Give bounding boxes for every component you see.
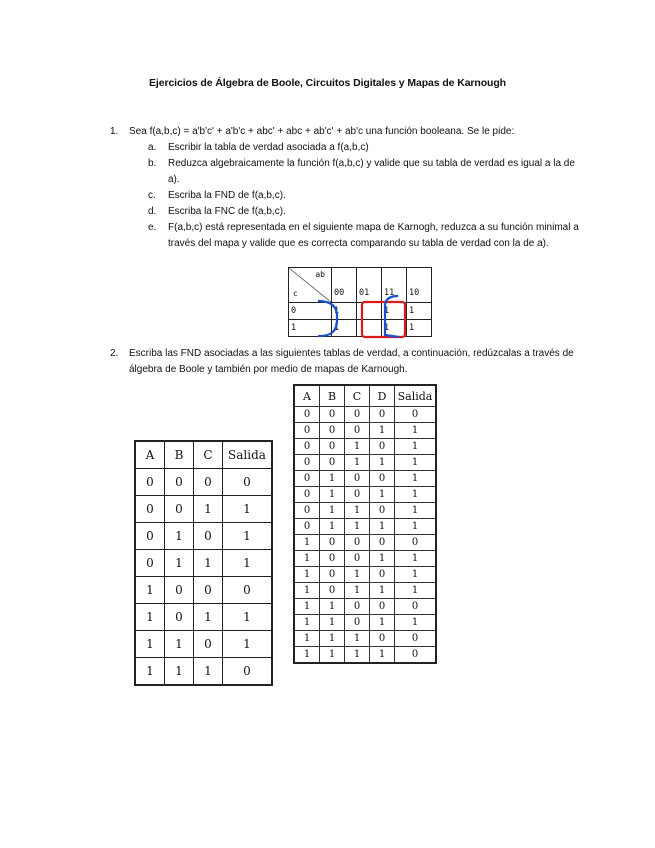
table-cell: 0: [194, 577, 223, 604]
table-cell: 1: [345, 631, 370, 647]
table-header-cell: A: [294, 385, 320, 407]
table-cell: 0: [370, 407, 395, 423]
table-header-cell: Salida: [395, 385, 437, 407]
table-row: [135, 577, 272, 604]
table-cell: 1: [223, 631, 273, 658]
table-cell: 1: [135, 577, 165, 604]
table-cell: 1: [370, 455, 395, 471]
karnaugh-cell: 1: [332, 320, 357, 337]
table-cell: 0: [294, 455, 320, 471]
table-cell: 1: [223, 604, 273, 631]
table-cell: 1: [320, 647, 345, 664]
question-1-item-text: Escriba la FND de f(a,b,c).: [168, 190, 286, 201]
table-cell: 0: [165, 496, 194, 523]
table-row: [294, 647, 436, 664]
table-cell: 1: [395, 583, 437, 599]
table-cell: 0: [223, 577, 273, 604]
question-1-item-label: b.: [148, 158, 157, 169]
table-cell: 0: [165, 577, 194, 604]
table-row: [135, 658, 272, 686]
question-1: [110, 124, 580, 252]
table-cell: 0: [294, 503, 320, 519]
table-cell: 1: [294, 631, 320, 647]
table-cell: 1: [345, 567, 370, 583]
table-cell: 1: [395, 567, 437, 583]
table-cell: 1: [135, 604, 165, 631]
karnaugh-map: [288, 267, 432, 337]
table-cell: 0: [320, 535, 345, 551]
table-cell: 1: [165, 550, 194, 577]
question-1-item-label: d.: [148, 206, 157, 217]
karnaugh-cell: 1: [407, 320, 432, 337]
karnaugh-column-header: 01: [357, 268, 382, 303]
table-cell: 1: [165, 631, 194, 658]
table-header-cell: C: [194, 441, 223, 469]
question-2-number: 2.: [110, 348, 119, 359]
table-cell: 0: [370, 471, 395, 487]
table-cell: 1: [370, 551, 395, 567]
karnaugh-column-header: 00: [332, 268, 357, 303]
question-1-item: [110, 204, 580, 220]
table-row: [294, 407, 436, 423]
table-cell: 1: [345, 439, 370, 455]
table-cell: 1: [370, 615, 395, 631]
table-cell: 0: [370, 567, 395, 583]
table-cell: 1: [320, 519, 345, 535]
karnaugh-cell: 1: [382, 303, 407, 320]
table-row: [135, 604, 272, 631]
table-header-cell: A: [135, 441, 165, 469]
table-cell: 0: [345, 551, 370, 567]
table-cell: 1: [395, 439, 437, 455]
question-1-item-text: F(a,b,c) está representada en el siguiente mapa de Karnogh, reduzca a su función minimal a través del mapa y valide que es correcta comparando su tabla de verdad con la de a).: [168, 222, 579, 249]
table-row: [294, 567, 436, 583]
table-row: [294, 599, 436, 615]
table-row: [294, 439, 436, 455]
table-cell: 1: [294, 583, 320, 599]
table-cell: 0: [345, 615, 370, 631]
table-cell: 1: [370, 519, 395, 535]
table-cell: 1: [395, 455, 437, 471]
question-1-item: [110, 140, 580, 156]
table-row: [294, 551, 436, 567]
table-cell: 1: [320, 487, 345, 503]
table-cell: 0: [395, 647, 437, 664]
table-cell: 1: [294, 615, 320, 631]
table-cell: 1: [194, 604, 223, 631]
table-cell: 1: [320, 503, 345, 519]
table-cell: 0: [370, 631, 395, 647]
karnaugh-corner-ab: ab: [315, 270, 325, 279]
question-1-text: Sea f(a,b,c) = a'b'c' + a'b'c + abc' + abc + ab'c' + ab'c una función booleana. Se le pide:: [129, 126, 515, 137]
table-cell: 1: [370, 647, 395, 664]
table-cell: 0: [194, 523, 223, 550]
table-row: [294, 487, 436, 503]
table-cell: 1: [370, 423, 395, 439]
question-1-item: [110, 188, 580, 204]
table-header-cell: B: [320, 385, 345, 407]
table-cell: 0: [345, 407, 370, 423]
table-cell: 1: [320, 631, 345, 647]
table-cell: 0: [320, 439, 345, 455]
question-1-item-text: Escribir la tabla de verdad asociada a f(a,b,c): [168, 142, 369, 153]
table-cell: 1: [223, 550, 273, 577]
table-row: [294, 583, 436, 599]
table-row: [294, 535, 436, 551]
table-cell: 0: [395, 535, 437, 551]
table-cell: 0: [135, 550, 165, 577]
table-header-cell: D: [370, 385, 395, 407]
table-cell: 0: [370, 599, 395, 615]
table-row: [135, 496, 272, 523]
table-cell: 0: [345, 487, 370, 503]
loop-blue-left: [318, 301, 337, 336]
table-cell: 0: [223, 469, 273, 496]
page-title: Ejercicios de Álgebra de Boole, Circuitos Digitales y Mapas de Karnough: [149, 77, 506, 89]
table-row: [135, 469, 272, 496]
table-cell: 1: [345, 583, 370, 599]
table-cell: 0: [345, 535, 370, 551]
table-cell: 0: [345, 471, 370, 487]
table-cell: 1: [370, 583, 395, 599]
table-cell: 0: [294, 487, 320, 503]
table-cell: 1: [345, 519, 370, 535]
karnaugh-loops: [286, 265, 421, 345]
table-cell: 1: [395, 519, 437, 535]
table-cell: 1: [395, 551, 437, 567]
question-1-item-text: Reduzca algebraicamente la función f(a,b,c) y valide que su tabla de verdad es igual a la de a).: [168, 158, 575, 185]
table-cell: 1: [395, 471, 437, 487]
table-cell: 1: [194, 496, 223, 523]
loop-red-right: [362, 302, 405, 337]
table-cell: 0: [370, 439, 395, 455]
truth-table-4-vars: [293, 384, 437, 664]
table-row: [294, 423, 436, 439]
karnaugh-row-label: 0: [289, 303, 332, 320]
table-cell: 1: [370, 487, 395, 503]
karnaugh-column-header: 10: [407, 268, 432, 303]
table-cell: 0: [165, 469, 194, 496]
table-header-cell: B: [165, 441, 194, 469]
question-1-item-label: c.: [148, 190, 156, 201]
table-cell: 1: [223, 496, 273, 523]
table-cell: 1: [294, 647, 320, 664]
question-1-number: 1.: [110, 126, 119, 137]
table-cell: 1: [223, 523, 273, 550]
table-cell: 1: [194, 658, 223, 686]
table-header-row: [135, 441, 272, 469]
table-cell: 1: [294, 535, 320, 551]
table-row: [294, 455, 436, 471]
table-row: [294, 471, 436, 487]
question-1-item: [110, 156, 580, 188]
question-1-item: [110, 220, 580, 252]
table-cell: 1: [165, 658, 194, 686]
table-header-cell: Salida: [223, 441, 273, 469]
karnaugh-corner-c: c: [293, 289, 298, 298]
table-cell: 1: [294, 599, 320, 615]
table-cell: 0: [320, 407, 345, 423]
table-cell: 0: [320, 551, 345, 567]
table-cell: 0: [165, 604, 194, 631]
table-cell: 1: [395, 487, 437, 503]
table-cell: 0: [294, 519, 320, 535]
table-cell: 0: [370, 535, 395, 551]
table-cell: 0: [320, 455, 345, 471]
table-cell: 0: [320, 423, 345, 439]
table-cell: 1: [395, 423, 437, 439]
table-cell: 0: [294, 471, 320, 487]
table-row: [294, 503, 436, 519]
table-cell: 1: [165, 523, 194, 550]
table-cell: 0: [135, 469, 165, 496]
karnaugh-row-label: 1: [289, 320, 332, 337]
table-row: [135, 631, 272, 658]
table-cell: 0: [345, 423, 370, 439]
table-cell: 1: [135, 631, 165, 658]
table-cell: 0: [294, 423, 320, 439]
table-cell: 0: [294, 407, 320, 423]
karnaugh-cell: 1: [332, 303, 357, 320]
karnaugh-cell: 1: [407, 303, 432, 320]
table-cell: 0: [320, 583, 345, 599]
question-1-item-label: a.: [148, 142, 157, 153]
table-cell: 0: [370, 503, 395, 519]
table-cell: 1: [194, 550, 223, 577]
table-cell: 0: [395, 599, 437, 615]
question-1-items: [110, 140, 580, 252]
karnaugh-column-header: 11: [382, 268, 407, 303]
question-1-item-label: e.: [148, 222, 157, 233]
table-cell: 1: [395, 503, 437, 519]
table-cell: 1: [320, 615, 345, 631]
table-cell: 0: [320, 567, 345, 583]
table-cell: 0: [294, 439, 320, 455]
table-cell: 1: [345, 503, 370, 519]
table-header-row: [294, 385, 436, 407]
table-cell: 0: [395, 407, 437, 423]
table-cell: 0: [135, 496, 165, 523]
table-row: [135, 550, 272, 577]
table-cell: 1: [135, 658, 165, 686]
table-row: [135, 523, 272, 550]
table-cell: 1: [345, 647, 370, 664]
table-cell: 0: [223, 658, 273, 686]
truth-table-3-vars: [134, 440, 273, 686]
question-2-text: Escriba las FND asociadas a las siguientes tablas de verdad, a continuación, redúzcalas a través de álgebra de Boole y también por medio de mapas de Karnough.: [129, 348, 574, 375]
table-cell: 1: [320, 471, 345, 487]
table-header-cell: C: [345, 385, 370, 407]
table-cell: 0: [194, 469, 223, 496]
table-cell: 0: [395, 631, 437, 647]
table-cell: 0: [194, 631, 223, 658]
table-row: [294, 631, 436, 647]
table-cell: 1: [320, 599, 345, 615]
table-cell: 0: [135, 523, 165, 550]
table-cell: 1: [345, 455, 370, 471]
table-row: [294, 519, 436, 535]
table-cell: 1: [294, 567, 320, 583]
table-cell: 1: [395, 615, 437, 631]
question-2: [110, 346, 580, 378]
table-cell: 0: [345, 599, 370, 615]
table-row: [294, 615, 436, 631]
karnaugh-cell: 1: [382, 320, 407, 337]
question-1-item-text: Escriba la FNC de f(a,b,c).: [168, 206, 286, 217]
table-cell: 1: [294, 551, 320, 567]
